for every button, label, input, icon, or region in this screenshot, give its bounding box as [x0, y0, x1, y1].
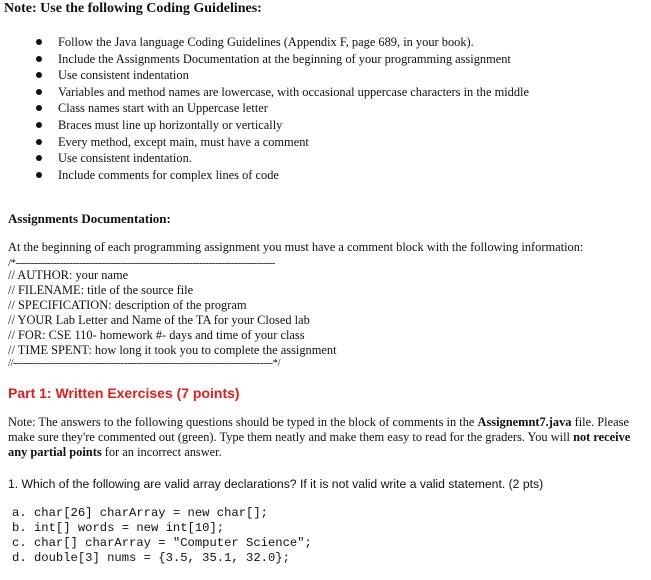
list-item: Use consistent indentation [36, 67, 529, 84]
bullet-icon [36, 122, 42, 128]
list-item: Braces must line up horizontally or vertically [36, 117, 529, 134]
bullet-icon [36, 105, 42, 111]
comment-line-lab: // YOUR Lab Letter and Name of the TA for your Closed lab [8, 313, 310, 327]
list-item: Variables and method names are lowercase, with occasional uppercase characters in the middle [36, 84, 529, 101]
note-title: Note: Use the following Coding Guidelines: [4, 1, 262, 16]
list-item: Every method, except main, must have a comment [36, 134, 529, 151]
code-line-c: c. char[] charArray = "Computer Science"; [12, 536, 312, 550]
comment-line-specification: // SPECIFICATION: description of the program [8, 298, 247, 312]
assignments-intro: At the beginning of each programming assignment you must have a comment block with the following information: [8, 240, 584, 254]
guidelines-list [36, 34, 529, 183]
comment-line-filename: // FILENAME: title of the source file [8, 283, 194, 297]
bullet-icon [36, 89, 42, 95]
bullet-icon [36, 72, 42, 78]
code-line-a: a. char[26] charArray = new char[]; [12, 506, 268, 520]
assignments-heading: Assignments Documentation: [8, 211, 171, 226]
comment-line-for: // FOR: CSE 110- homework #- days and time of your class [8, 328, 305, 342]
comment-line-time-spent: // TIME SPENT: how long it took you to complete the assignment [8, 343, 337, 357]
code-line-d: d. double[3] nums = {3.5, 35.1, 32.0}; [12, 551, 290, 565]
list-item: Class names start with an Uppercase letter [36, 100, 529, 117]
list-item: Use consistent indentation. [36, 150, 529, 167]
no-partial-credit: not receive any partial points [8, 430, 631, 459]
list-item: Include comments for complex lines of code [36, 167, 529, 184]
comment-close-line: //----------------------------------------------------------------------------------*/ [8, 357, 281, 369]
list-item: Include the Assignments Documentation at the beginning of your programming assignment [36, 51, 529, 68]
bullet-icon [36, 39, 42, 45]
question-1: 1. Which of the following are valid array declarations? If it is not valid write a valid statement. (2 pts) [8, 477, 544, 491]
bullet-icon [36, 155, 42, 161]
assignment-filename: Assignemnt7.java [477, 415, 572, 429]
bullet-icon [36, 56, 42, 62]
part1-heading: Part 1: Written Exercises (7 points) [8, 385, 240, 401]
comment-line-author: // AUTHOR: your name [8, 268, 129, 282]
code-line-b: b. int[] words = new int[10]; [12, 521, 225, 535]
list-item: Follow the Java language Coding Guidelines (Appendix F, page 689, in your book). [36, 34, 529, 51]
part1-note: Note: The answers to the following questions should be typed in the block of comments in the Assignemnt7.java file. Please make sure they're commented out (green). Type them neatly and make them easy to read for the graders. You will not receive any partial points for an incorrect answer. [8, 415, 631, 459]
bullet-icon [36, 139, 42, 145]
comment-open-line: /*---------------------------------------------------------------------------------- [8, 257, 275, 269]
bullet-icon [36, 172, 42, 178]
